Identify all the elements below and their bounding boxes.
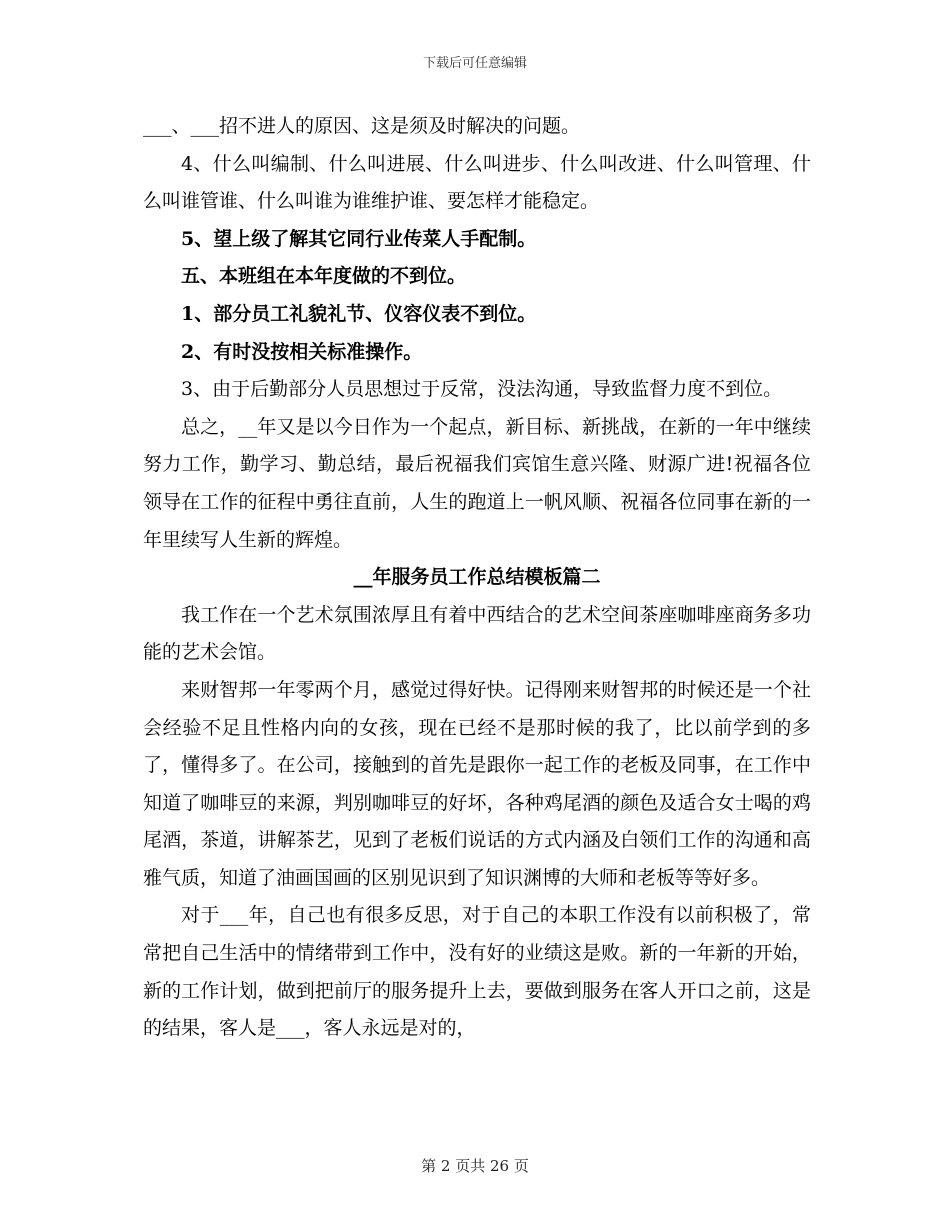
paragraph-2: 4、什么叫编制、什么叫进展、什么叫进步、什么叫改进、什么叫管理、什么叫谁管谁、什么叫谁为谁维护谁、要怎样才能稳定。 xyxy=(143,152,811,213)
paragraph-reflection: 对于___年，自己也有很多反思，对于自己的本职工作没有以前积极了，常常把自己生活中的情绪带到工作中，没有好的业绩这是败。新的一年新的开始，新的工作计划，做到把前厅的服务提升上去，要做到服务在客人开口之前，这是的结果，客人是___，客人永远是对的， xyxy=(143,904,811,1040)
page-header: 下载后可任意编辑 xyxy=(422,56,527,71)
paragraph-summary: 总之，__年又是以今日作为一个起点，新目标、新挑战，在新的一年中继续努力工作，勤学习、勤总结，最后祝福我们宾馆生意兴隆、财源广进!祝福各位领导在工作的征程中勇往直前，人生的跑道上一帆风顺、祝福各位同事在新的一年里续写人生新的辉煌。 xyxy=(143,415,811,551)
document-body xyxy=(143,108,811,1048)
paragraph-intro: 我工作在一个艺术氛围浓厚且有着中西结合的艺术空间茶座咖啡座商务多功能的艺术会馆。 xyxy=(143,603,811,664)
section-title: __年服务员工作总结模板篇二 xyxy=(353,566,601,589)
paragraph-item-1: 1、部分员工礼貌礼节、仪容仪表不到位。 xyxy=(181,302,537,325)
paragraph-item-3: 3、由于后勤部分人员思想过于反常，没法沟通，导致监督力度不到位。 xyxy=(181,378,783,401)
paragraph-item-2: 2、有时没按相关标准操作。 xyxy=(181,340,423,363)
paragraph-1: ___、___招不进人的原因、这是须及时解决的问题。 xyxy=(143,115,581,137)
paragraph-experience: 来财智邦一年零两个月，感觉过得好快。记得刚来财智邦的时候还是一个社会经验不足且性格内向的女孩，现在已经不是那时候的我了，比以前学到的多了，懂得多了。在公司，接触到的首先是跟你一起工作的老板及同事，在工作中知道了咖啡豆的来源，判别咖啡豆的好坏，各种鸡尾酒的颜色及适合女士喝的鸡尾酒，茶道，讲解茶艺，见到了老板们说话的方式内涵及白领们工作的沟通和高雅气质，知道了油画国画的区别见识到了知识渊博的大师和老板等等好多。 xyxy=(143,678,811,889)
page-footer: 第 2 页共 26 页 xyxy=(421,1157,529,1175)
paragraph-3: 5、望上级了解其它同行业传菜人手配制。 xyxy=(181,227,537,250)
heading-five: 五、本班组在本年度做的不到位。 xyxy=(181,265,467,288)
